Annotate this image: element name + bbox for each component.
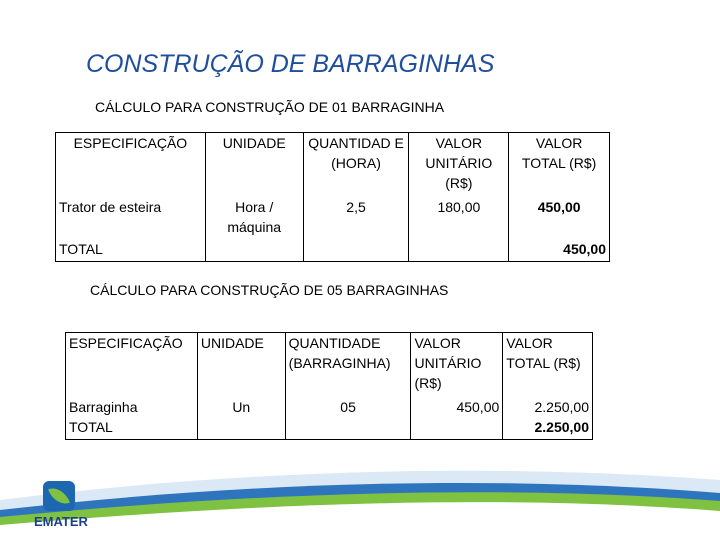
header-cell: VALOR UNITÁRIO (R$) [409,133,509,198]
header-cell: VALOR UNITÁRIO (R$) [411,333,503,398]
header-cell: QUANTIDADE (BARRAGINHA) [285,333,411,398]
cell-total-value: 450,00 [509,197,610,239]
table-row [66,397,593,417]
total-label: TOTAL [56,239,206,262]
header-cell: UNIDADE [197,333,285,398]
table-header-row [56,133,610,198]
cell-unit: Hora / máquina [205,197,303,239]
header-cell: VALOR TOTAL (R$) [509,133,610,198]
page-title: CONSTRUÇÃO DE BARRAGINHAS [86,50,495,78]
cell-specification: Trator de esteira [56,197,206,239]
table-row [56,197,610,239]
header-cell: VALOR TOTAL (R$) [503,333,593,398]
cell-total-value: 2.250,00 [503,397,593,417]
calc-table-1 [55,132,610,262]
cell-unit-value: 450,00 [411,397,503,417]
section1-heading: CÁLCULO PARA CONSTRUÇÃO DE 01 BARRAGINHA [95,99,445,115]
total-label: TOTAL [66,417,198,440]
header-cell: QUANTIDAD E (HORA) [303,133,409,198]
total-value: 2.250,00 [503,417,593,440]
table-total-row [66,417,593,440]
leaf-icon [43,481,75,511]
section2-heading: CÁLCULO PARA CONSTRUÇÃO DE 05 BARRAGINHAS [90,282,449,298]
cell-specification: Barraginha [66,397,198,417]
table-total-row [56,239,610,262]
cell-unit-value: 180,00 [409,197,509,239]
cell-quantity: 2,5 [303,197,409,239]
header-cell: ESPECIFICAÇÃO [56,133,206,198]
total-value: 450,00 [509,239,610,262]
calc-table-2 [65,332,593,440]
table-header-row [66,333,593,398]
emater-logo [30,478,90,538]
header-cell: UNIDADE [205,133,303,198]
cell-unit: Un [197,397,285,417]
header-cell: ESPECIFICAÇÃO [66,333,198,398]
logo-text: EMATER [34,514,88,529]
footer-swoosh [0,455,720,540]
cell-quantity: 05 [285,397,411,417]
